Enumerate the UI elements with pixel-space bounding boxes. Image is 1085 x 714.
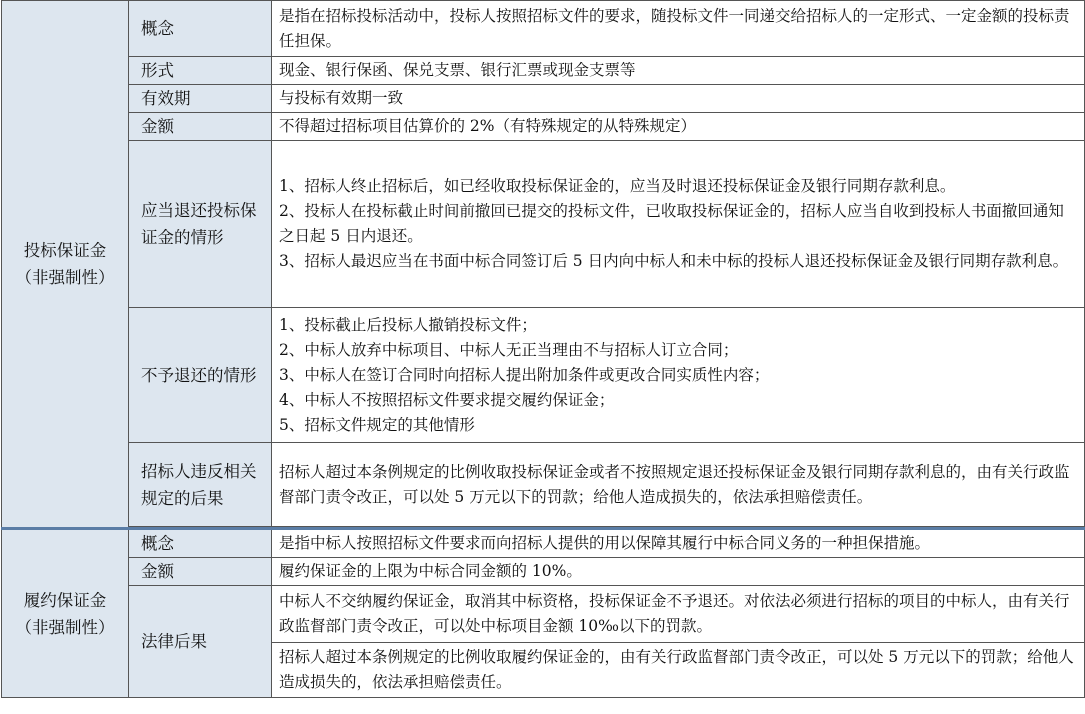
bid-bond-form-text: 现金、银行保函、保兑支票、银行汇票或现金支票等: [272, 57, 1085, 85]
bid-bond-refund-list: [272, 141, 1085, 308]
list-item: 3、中标人在签订合同时向招标人提出附加条件或更改合同实质性内容；: [279, 365, 770, 384]
list-item: 3、招标人最迟应当在书面中标合同签订后 5 日内向中标人和未中标的投标人退还投标保证金及银行同期存款利息。: [279, 252, 1069, 270]
bid-bond-group-title: 投标保证金: [23, 241, 107, 260]
bid-bond-amount-row: [2, 113, 1085, 141]
bid-bond-concept-row: [2, 1, 1085, 57]
bid-bond-amount-text: 不得超过招标项目估算价的 2%（有特殊规定的从特殊规定）: [272, 113, 1085, 141]
bid-bond-no-refund-row: [2, 308, 1085, 443]
bid-bond-violation-text: 招标人超过本条例规定的比例收取投标保证金或者不按照规定退还投标保证金及银行同期存款利息的，由有关行政监督部门责令改正，可以处 5 万元以下的罚款；给他人造成损失的，依法承担赔偿责任。: [272, 443, 1085, 527]
performance-bond-concept-label: 概念: [129, 529, 272, 558]
bid-bond-group-subtitle: （非强制性）: [15, 268, 115, 287]
bid-bond-no-refund-label: 不予退还的情形: [129, 308, 272, 443]
list-item: 5、招标文件规定的其他情形: [279, 415, 475, 434]
performance-bond-amount-label: 金额: [129, 558, 272, 586]
bid-bond-form-label: 形式: [129, 57, 272, 85]
bid-bond-refund-label: 应当退还投标保证金的情形: [129, 141, 272, 308]
performance-bond-amount-text: 履约保证金的上限为中标合同金额的 10%。: [272, 558, 1085, 586]
bid-bond-no-refund-list: [272, 308, 1085, 443]
bid-bond-concept-label: 概念: [129, 1, 272, 57]
list-item: 2、投标人在投标截止时间前撤回已提交的投标文件，已收取投标保证金的，招标人应当自收到投标人书面撤回通知之日起 5 日内退还。: [279, 202, 1064, 245]
performance-bond-concept-row: [2, 529, 1085, 558]
performance-bond-group-subtitle: （非强制性）: [15, 617, 115, 637]
performance-bond-amount-row: [2, 558, 1085, 586]
bid-bond-violation-row: [2, 443, 1085, 527]
bid-bond-form-row: [2, 57, 1085, 85]
performance-bond-legal-text-1: 中标人不交纳履约保证金，取消其中标资格，投标保证金不予退还。对依法必须进行招标的项目的中标人，由有关行政监督部门责令改正，可以处中标项目金额 10‰以下的罚款。: [272, 586, 1085, 643]
bid-bond-validity-row: [2, 85, 1085, 113]
bid-bond-amount-label: 金额: [129, 113, 272, 141]
bid-bond-refund-row: [2, 141, 1085, 308]
bid-bond-group-label: [2, 1, 129, 529]
bid-bond-concept-text: 是指在招标投标活动中，投标人按照招标文件的要求，随投标文件一同递交给招标人的一定形式、一定金额的投标责任担保。: [272, 1, 1085, 57]
list-item: 4、中标人不按照招标文件要求提交履约保证金；: [279, 390, 615, 409]
performance-bond-concept-text: 是指中标人按照招标文件要求而向招标人提供的用以保障其履行中标合同义务的一种担保措施。: [272, 529, 1085, 558]
performance-bond-group-label: [2, 529, 129, 698]
bid-bond-validity-text: 与投标有效期一致: [272, 85, 1085, 113]
bid-bond-validity-label: 有效期: [129, 85, 272, 113]
list-item: 2、中标人放弃中标项目、中标人无正当理由不与招标人订立合同；: [279, 340, 739, 359]
performance-bond-legal-text-2: 招标人超过本条例规定的比例收取履约保证金的，由有关行政监督部门责令改正，可以处 5 万元以下的罚款；给他人造成损失的，依法承担赔偿责任。: [272, 643, 1085, 698]
performance-bond-legal-row-1: [2, 586, 1085, 643]
performance-bond-group-title: 履约保证金: [23, 590, 107, 610]
list-item: 1、投标截止后投标人撤销投标文件；: [279, 315, 537, 334]
list-item: 1、招标人终止招标后，如已经收取投标保证金的，应当及时退还投标保证金及银行同期存款利息。: [279, 177, 956, 195]
bid-bond-violation-label: 招标人违反相关规定的后果: [129, 443, 272, 527]
bond-comparison-table: [1, 0, 1085, 698]
performance-bond-legal-label: 法律后果: [129, 586, 272, 698]
